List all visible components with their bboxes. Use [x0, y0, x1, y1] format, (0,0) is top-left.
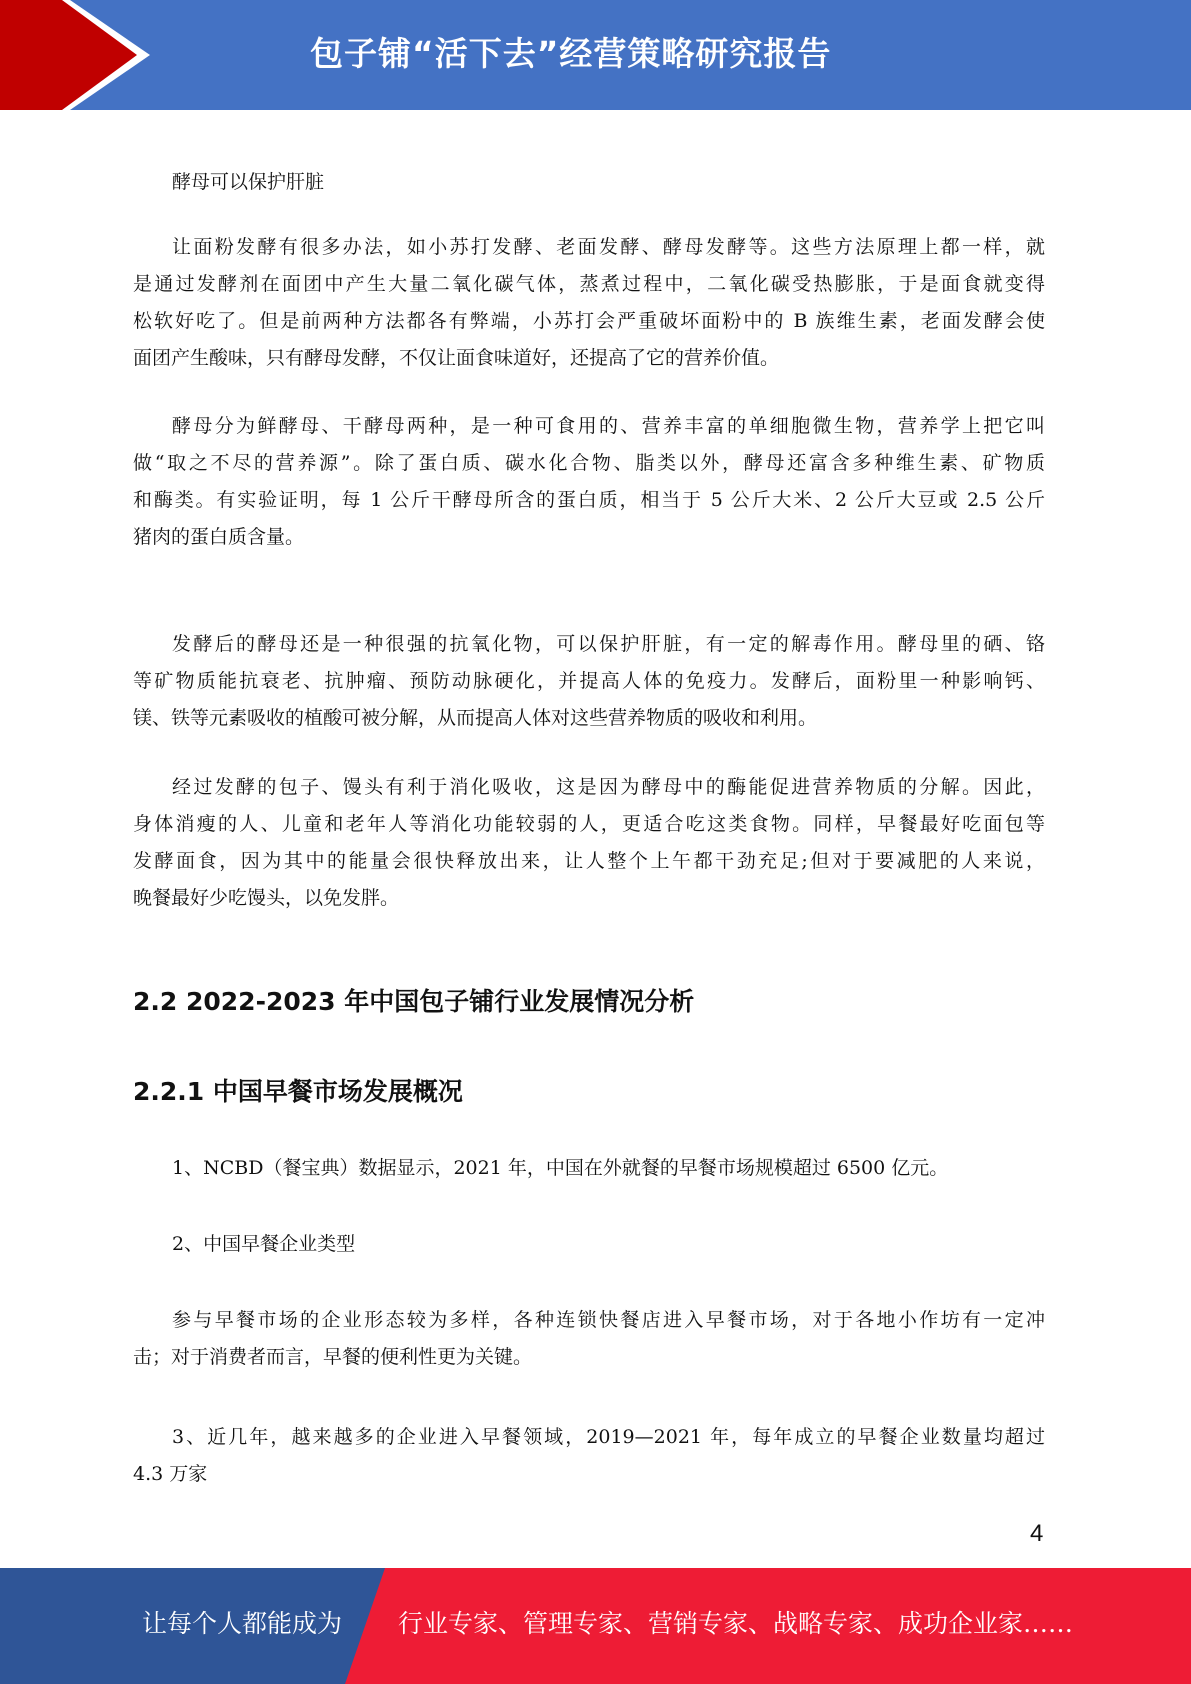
paragraph-line: 是通过发酵剂在面团中产生大量二氧化碳气体，蒸煮过程中，二氧化碳受热膨胀，于是面食就变得: [133, 273, 1045, 295]
paragraph-line: 发酵面食，因为其中的能量会很快释放出来，让人整个上午都干劲充足;但对于要减肥的人来说，: [133, 850, 1045, 872]
paragraph-line: 镁、铁等元素吸收的植酸可被分解，从而提高人体对这些营养物质的吸收和利用。: [133, 707, 818, 729]
paragraph-line: 1、NCBD（餐宝典）数据显示，2021 年，中国在外就餐的早餐市场规模超过 6500 亿元。: [172, 1157, 949, 1179]
paragraph-line: 2、中国早餐企业类型: [172, 1233, 356, 1255]
page-number: 4: [1030, 1520, 1044, 1547]
paragraph-line: 晚餐最好少吃馒头，以免发胖。: [133, 887, 400, 909]
paragraph-line: 酵母可以保护肝脏: [172, 171, 325, 193]
footer-banner: [0, 1568, 1191, 1684]
paragraph-line: 经过发酵的包子、馒头有利于消化吸收，这是因为酵母中的酶能促进营养物质的分解。因此，: [172, 776, 1045, 798]
report-title: 包子铺“活下去”经营策略研究报告: [310, 34, 832, 73]
paragraph-line: 3、近几年，越来越多的企业进入早餐领域，2019—2021 年，每年成立的早餐企业数量均超过: [172, 1426, 1045, 1448]
paragraph-line: 酵母分为鲜酵母、干酵母两种，是一种可食用的、营养丰富的单细胞微生物，营养学上把它叫: [172, 415, 1045, 437]
paragraph-line: 和酶类。有实验证明，每 1 公斤干酵母所含的蛋白质，相当于 5 公斤大米、2 公斤大豆或 2.5 公斤: [133, 489, 1045, 511]
paragraph-line: 身体消瘦的人、儿童和老年人等消化功能较弱的人，更适合吃这类食物。同样，早餐最好吃面包等: [133, 813, 1045, 835]
paragraph-line: 击；对于消费者而言，早餐的便利性更为关键。: [133, 1346, 533, 1368]
paragraph-line: 面团产生酸味，只有酵母发酵，不仅让面食味道好，还提高了它的营养价值。: [133, 347, 780, 369]
footer-slogan-right: 行业专家、管理专家、营销专家、战略专家、成功企业家……: [398, 1609, 1074, 1638]
paragraph-line: 做“取之不尽的营养源”。除了蛋白质、碳水化合物、脂类以外，酵母还富含多种维生素、矿物质: [133, 452, 1045, 474]
arrow-decoration-icon: [0, 0, 200, 110]
paragraph-line: 让面粉发酵有很多办法，如小苏打发酵、老面发酵、酵母发酵等。这些方法原理上都一样，就: [172, 236, 1045, 258]
subsection-heading: 2.2.1 中国早餐市场发展概况: [133, 1077, 463, 1106]
paragraph-line: 发酵后的酵母还是一种很强的抗氧化物，可以保护肝脏，有一定的解毒作用。酵母里的硒、铬: [172, 633, 1045, 655]
paragraph-line: 松软好吃了。但是前两种方法都各有弊端，小苏打会严重破坏面粉中的 B 族维生素，老面发酵会使: [133, 310, 1045, 332]
paragraph-line: 参与早餐市场的企业形态较为多样，各种连锁快餐店进入早餐市场，对于各地小作坊有一定冲: [172, 1309, 1045, 1331]
section-heading: 2.2 2022-2023 年中国包子铺行业发展情况分析: [133, 987, 695, 1016]
footer-slogan-left: 让每个人都能成为: [142, 1609, 343, 1638]
header-banner: [0, 0, 1191, 110]
paragraph-line: 4.3 万家: [133, 1463, 208, 1485]
paragraph-line: 等矿物质能抗衰老、抗肿瘤、预防动脉硬化，并提高人体的免疫力。发酵后，面粉里一种影响钙、: [133, 670, 1045, 692]
paragraph-line: 猪肉的蛋白质含量。: [133, 526, 305, 548]
